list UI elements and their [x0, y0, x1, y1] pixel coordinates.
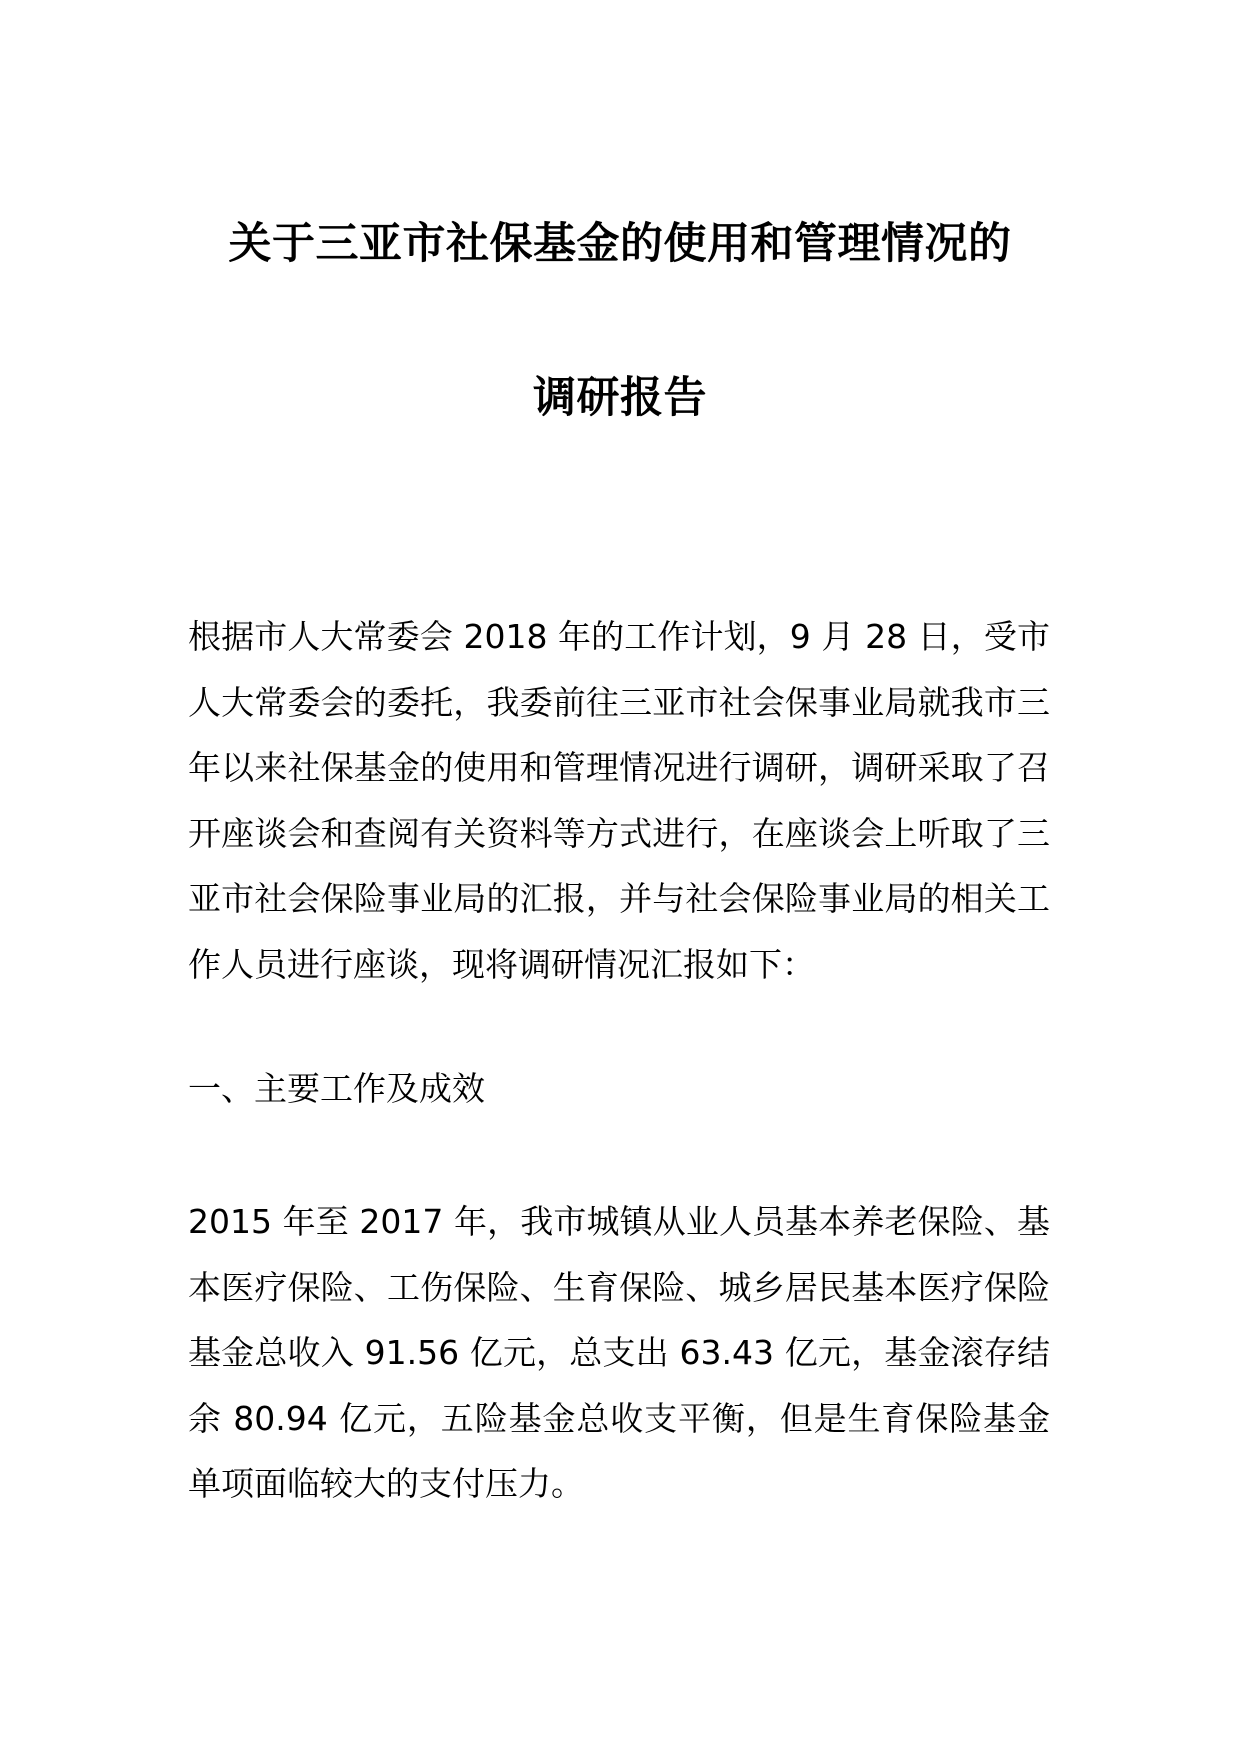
document-title-line-1: 关于三亚市社保基金的使用和管理情况的 [228, 219, 1012, 269]
section-heading: 一、主要工作及成效 [188, 1069, 485, 1108]
body-paragraph: 2015 年至 2017 年，我市城镇从业人员基本养老保险、基本医疗保险、工伤保险、生育保险、城乡居民基本医疗保险基金总收入 91.56 亿元，总支出 63.43 亿元，基金滚存结余 80.94 亿元，五险基金总收支平衡，但是生育保险基金单项面临较大的支付压力。 [188, 1202, 1050, 1503]
document-title-line-2: 调研报告 [533, 373, 707, 423]
intro-paragraph: 根据市人大常委会 2018 年的工作计划，9 月 28 日，受市人大常委会的委托，我委前往三亚市社会保事业局就我市三年以来社保基金的使用和管理情况进行调研，调研采取了召开座谈会和查阅有关资料等方式进行，在座谈会上听取了三亚市社会保险事业局的汇报，并与社会保险事业局的相关工作人员进行座谈，现将调研情况汇报如下： [188, 617, 1050, 984]
